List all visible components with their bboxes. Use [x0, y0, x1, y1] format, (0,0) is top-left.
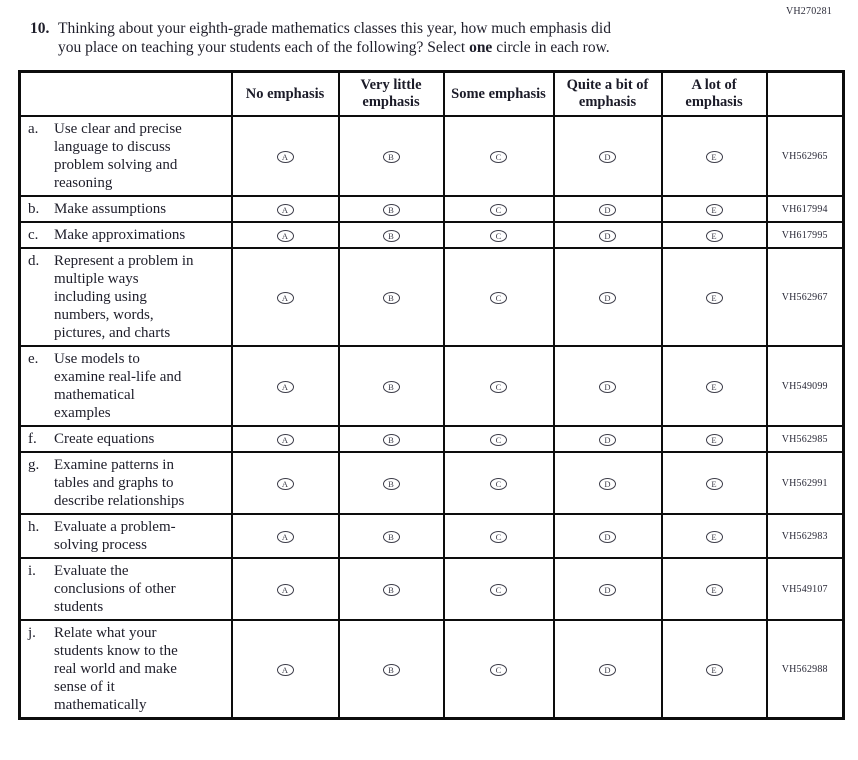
option-bubble-d[interactable]: D: [599, 664, 616, 676]
row-label-cell: [20, 514, 232, 558]
header-quite-a-bit-of-emphasis: Quite a bit of emphasis: [554, 72, 662, 117]
row-label: Make assumptions: [54, 201, 167, 217]
option-bubble-c[interactable]: C: [490, 478, 507, 490]
option-cell-quite-a-bit-of-emphasis: [554, 222, 662, 248]
option-cell-some-emphasis: [444, 620, 554, 719]
row-letter: h.: [28, 519, 40, 535]
option-bubble-c[interactable]: C: [490, 292, 507, 304]
option-bubble-e[interactable]: E: [706, 230, 723, 242]
row-code: VH549107: [767, 558, 844, 620]
option-bubble-b[interactable]: B: [383, 204, 400, 216]
option-bubble-c[interactable]: C: [490, 664, 507, 676]
option-cell-very-little-emphasis: [339, 346, 444, 426]
option-bubble-a[interactable]: A: [277, 381, 294, 393]
option-bubble-c[interactable]: C: [490, 434, 507, 446]
row-letter: g.: [28, 457, 40, 473]
row-label: Make approximations: [54, 227, 186, 243]
option-cell-no-emphasis: [232, 452, 339, 514]
option-bubble-a[interactable]: A: [277, 664, 294, 676]
option-cell-quite-a-bit-of-emphasis: [554, 116, 662, 196]
option-bubble-a[interactable]: A: [277, 584, 294, 596]
option-cell-some-emphasis: [444, 346, 554, 426]
row-label-cell: [20, 558, 232, 620]
option-bubble-a[interactable]: A: [277, 151, 294, 163]
table-row: [20, 452, 844, 514]
option-bubble-c[interactable]: C: [490, 204, 507, 216]
question-block: [0, 0, 858, 57]
option-bubble-e[interactable]: E: [706, 151, 723, 163]
option-cell-no-emphasis: [232, 248, 339, 346]
row-code: VH562967: [767, 248, 844, 346]
option-cell-a-lot-of-emphasis: [662, 346, 767, 426]
option-cell-quite-a-bit-of-emphasis: [554, 248, 662, 346]
row-label: Evaluate a problem-solving process: [54, 519, 176, 553]
option-cell-very-little-emphasis: [339, 558, 444, 620]
option-cell-some-emphasis: [444, 426, 554, 452]
option-bubble-b[interactable]: B: [383, 434, 400, 446]
option-bubble-e[interactable]: E: [706, 204, 723, 216]
option-bubble-a[interactable]: A: [277, 292, 294, 304]
row-code: VH549099: [767, 346, 844, 426]
emphasis-table-body: [20, 116, 844, 719]
option-bubble-b[interactable]: B: [383, 151, 400, 163]
option-bubble-e[interactable]: E: [706, 531, 723, 543]
row-letter: a.: [28, 121, 39, 137]
row-label: Relate what your students know to the real world and make sense of it mathematically: [54, 625, 178, 713]
row-letter: j.: [28, 625, 36, 641]
row-label: Represent a problem in multiple ways including using numbers, words, pictures, and charts: [54, 253, 194, 341]
option-cell-no-emphasis: [232, 514, 339, 558]
row-code: VH562983: [767, 514, 844, 558]
option-cell-very-little-emphasis: [339, 196, 444, 222]
option-cell-very-little-emphasis: [339, 514, 444, 558]
option-bubble-d[interactable]: D: [599, 434, 616, 446]
option-cell-a-lot-of-emphasis: [662, 248, 767, 346]
header-very-little-emphasis: Very little emphasis: [339, 72, 444, 117]
row-label: Use clear and precise language to discuss problem solving and reasoning: [54, 121, 182, 191]
option-bubble-c[interactable]: C: [490, 584, 507, 596]
table-header-row: [20, 72, 844, 117]
option-bubble-d[interactable]: D: [599, 478, 616, 490]
table-row: [20, 558, 844, 620]
option-bubble-b[interactable]: B: [383, 381, 400, 393]
option-cell-no-emphasis: [232, 116, 339, 196]
option-cell-a-lot-of-emphasis: [662, 196, 767, 222]
row-label-cell: [20, 452, 232, 514]
option-cell-quite-a-bit-of-emphasis: [554, 346, 662, 426]
option-cell-no-emphasis: [232, 426, 339, 452]
option-bubble-c[interactable]: C: [490, 151, 507, 163]
row-label-cell: [20, 196, 232, 222]
option-cell-no-emphasis: [232, 346, 339, 426]
row-label-cell: [20, 222, 232, 248]
table-row: [20, 426, 844, 452]
row-letter: e.: [28, 351, 39, 367]
option-bubble-d[interactable]: D: [599, 584, 616, 596]
option-bubble-b[interactable]: B: [383, 230, 400, 242]
row-code: VH562991: [767, 452, 844, 514]
row-label: Create equations: [54, 431, 155, 447]
table-row: [20, 346, 844, 426]
row-label: Evaluate the conclusions of other students: [54, 563, 176, 615]
option-cell-quite-a-bit-of-emphasis: [554, 452, 662, 514]
option-cell-a-lot-of-emphasis: [662, 620, 767, 719]
row-label: Examine patterns in tables and graphs to describe relationships: [54, 457, 185, 509]
option-cell-quite-a-bit-of-emphasis: [554, 558, 662, 620]
header-empty-cell: [20, 72, 232, 117]
option-cell-a-lot-of-emphasis: [662, 558, 767, 620]
row-letter: f.: [28, 431, 37, 447]
option-bubble-d[interactable]: D: [599, 230, 616, 242]
emphasis-table: [18, 70, 845, 720]
header-a-lot-of-emphasis: A lot of emphasis: [662, 72, 767, 117]
option-bubble-d[interactable]: D: [599, 204, 616, 216]
row-label: Use models to examine real-life and mathematical examples: [54, 351, 182, 421]
table-row: [20, 620, 844, 719]
option-cell-some-emphasis: [444, 514, 554, 558]
option-bubble-e[interactable]: E: [706, 664, 723, 676]
option-bubble-d[interactable]: D: [599, 151, 616, 163]
option-cell-very-little-emphasis: [339, 452, 444, 514]
option-bubble-c[interactable]: C: [490, 381, 507, 393]
option-bubble-a[interactable]: A: [277, 531, 294, 543]
option-bubble-d[interactable]: D: [599, 381, 616, 393]
option-bubble-b[interactable]: B: [383, 584, 400, 596]
question-text-start: Thinking about your eighth-grade mathematics classes this year, how much emphasis did you place on teaching your students each of the following? Select: [58, 20, 611, 56]
option-bubble-e[interactable]: E: [706, 292, 723, 304]
option-cell-a-lot-of-emphasis: [662, 514, 767, 558]
option-bubble-b[interactable]: B: [383, 478, 400, 490]
option-bubble-a[interactable]: A: [277, 204, 294, 216]
row-code: VH562965: [767, 116, 844, 196]
option-cell-a-lot-of-emphasis: [662, 116, 767, 196]
row-label-cell: [20, 620, 232, 719]
option-cell-a-lot-of-emphasis: [662, 222, 767, 248]
option-bubble-a[interactable]: A: [277, 434, 294, 446]
option-cell-a-lot-of-emphasis: [662, 452, 767, 514]
option-cell-very-little-emphasis: [339, 620, 444, 719]
option-bubble-e[interactable]: E: [706, 434, 723, 446]
question-number: 10.: [30, 20, 50, 37]
row-label-cell: [20, 346, 232, 426]
option-bubble-d[interactable]: D: [599, 292, 616, 304]
header-code-cell: [767, 72, 844, 117]
option-cell-a-lot-of-emphasis: [662, 426, 767, 452]
row-label-cell: [20, 248, 232, 346]
row-letter: d.: [28, 253, 40, 269]
option-cell-no-emphasis: [232, 620, 339, 719]
row-letter: i.: [28, 563, 36, 579]
table-row: [20, 248, 844, 346]
question-text-end: circle in each row.: [492, 39, 610, 56]
table-row: [20, 196, 844, 222]
header-no-emphasis: No emphasis: [232, 72, 339, 117]
form-code: VH270281: [785, 6, 832, 17]
option-bubble-a[interactable]: A: [277, 478, 294, 490]
question-text-bold: one: [469, 39, 493, 56]
option-cell-no-emphasis: [232, 558, 339, 620]
option-cell-quite-a-bit-of-emphasis: [554, 426, 662, 452]
option-cell-very-little-emphasis: [339, 426, 444, 452]
option-cell-very-little-emphasis: [339, 116, 444, 196]
option-cell-some-emphasis: [444, 452, 554, 514]
row-letter: b.: [28, 201, 40, 217]
option-cell-no-emphasis: [232, 222, 339, 248]
table-row: [20, 116, 844, 196]
question-text: [58, 19, 618, 57]
option-bubble-b[interactable]: B: [383, 531, 400, 543]
option-cell-some-emphasis: [444, 248, 554, 346]
row-label-cell: [20, 116, 232, 196]
option-bubble-b[interactable]: B: [383, 664, 400, 676]
row-label-cell: [20, 426, 232, 452]
row-code: VH562988: [767, 620, 844, 719]
option-cell-quite-a-bit-of-emphasis: [554, 620, 662, 719]
option-cell-some-emphasis: [444, 196, 554, 222]
option-bubble-e[interactable]: E: [706, 381, 723, 393]
row-code: VH562985: [767, 426, 844, 452]
row-code: VH617995: [767, 222, 844, 248]
option-cell-quite-a-bit-of-emphasis: [554, 196, 662, 222]
option-cell-some-emphasis: [444, 116, 554, 196]
option-bubble-c[interactable]: C: [490, 531, 507, 543]
row-code: VH617994: [767, 196, 844, 222]
option-cell-very-little-emphasis: [339, 248, 444, 346]
option-bubble-a[interactable]: A: [277, 230, 294, 242]
option-bubble-c[interactable]: C: [490, 230, 507, 242]
header-some-emphasis: Some emphasis: [444, 72, 554, 117]
option-cell-some-emphasis: [444, 558, 554, 620]
option-cell-quite-a-bit-of-emphasis: [554, 514, 662, 558]
option-cell-very-little-emphasis: [339, 222, 444, 248]
option-cell-some-emphasis: [444, 222, 554, 248]
option-bubble-d[interactable]: D: [599, 531, 616, 543]
option-bubble-b[interactable]: B: [383, 292, 400, 304]
option-bubble-e[interactable]: E: [706, 478, 723, 490]
table-row: [20, 514, 844, 558]
option-cell-no-emphasis: [232, 196, 339, 222]
table-row: [20, 222, 844, 248]
row-letter: c.: [28, 227, 39, 243]
option-bubble-e[interactable]: E: [706, 584, 723, 596]
